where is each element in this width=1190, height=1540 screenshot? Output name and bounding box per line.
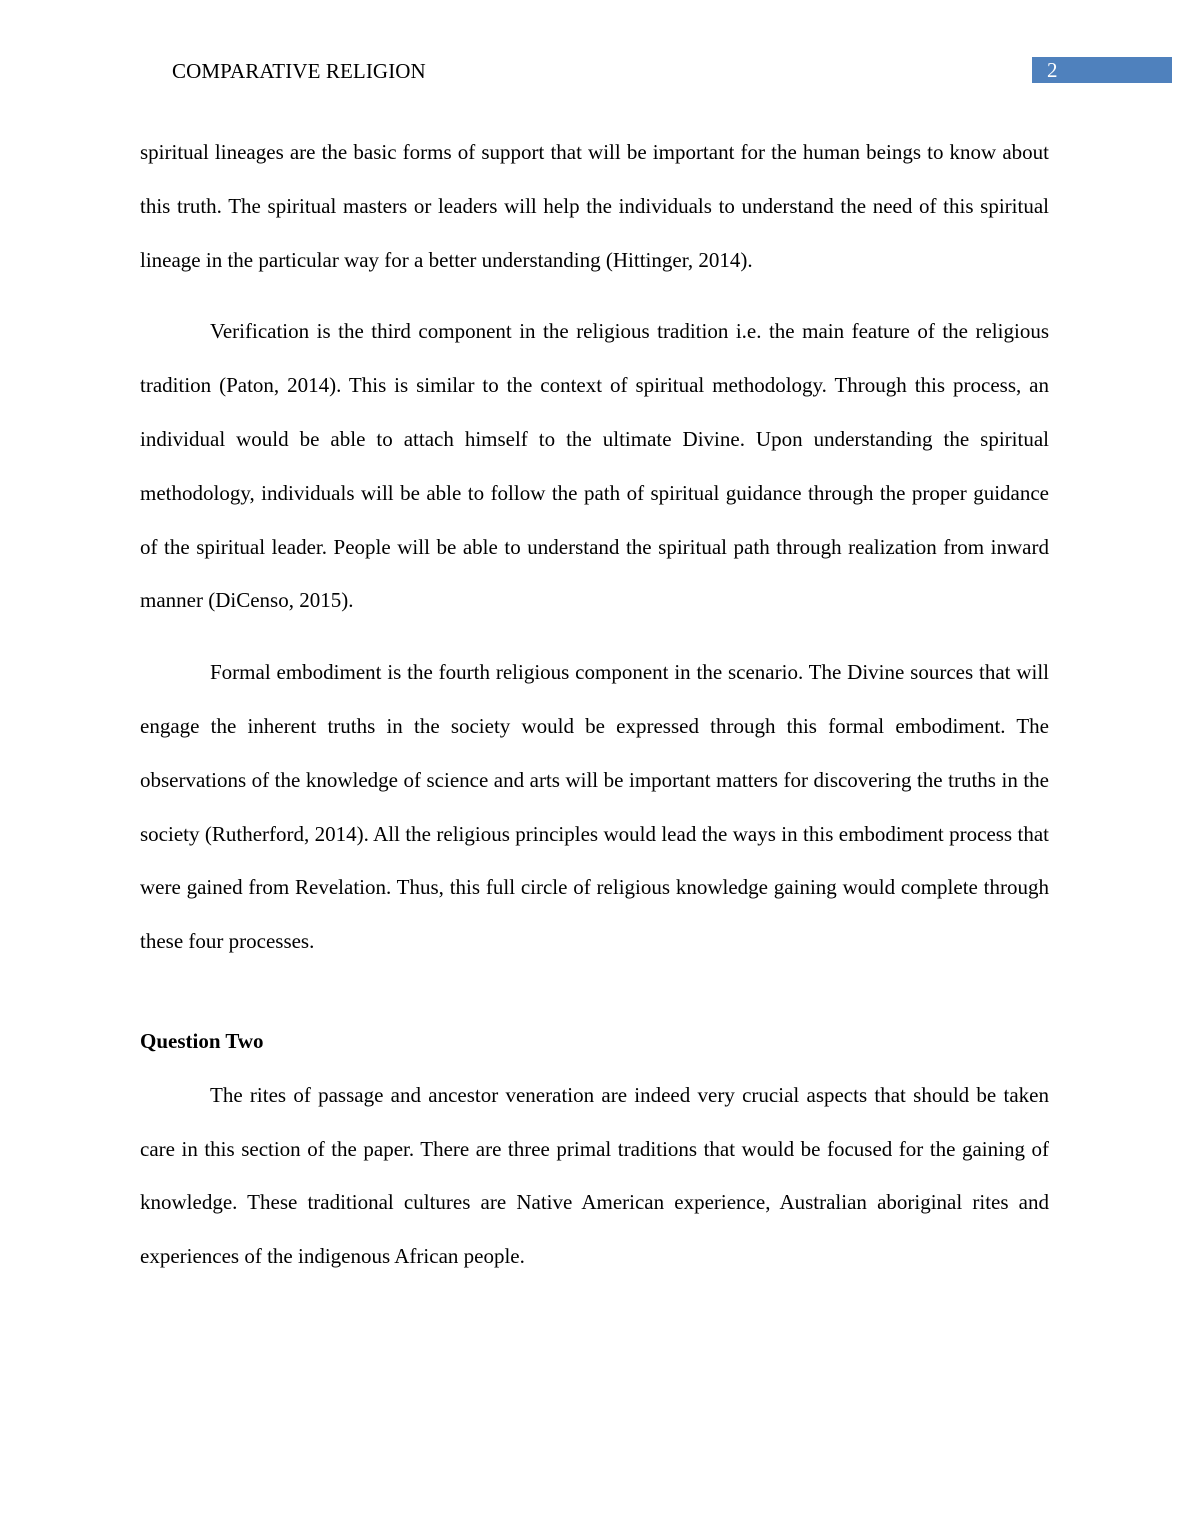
document-body bbox=[140, 126, 1049, 1302]
paragraph-verification: Verification is the third component in the religious tradition i.e. the main feature of the religious tradition (Paton, 2014). This is similar to the context of spiritual methodology. Through this process, an individual would be able to attach himself to the ultimate Divine. Upon understanding the spiritual methodology, individuals will be able to follow the path of spiritual guidance through the proper guidance of the spiritual leader. People will be able to understand the spiritual path through realization from inward manner (DiCenso, 2015). bbox=[140, 319, 1049, 613]
paragraph-continued: spiritual lineages are the basic forms of support that will be important for the human beings to know about this truth. The spiritual masters or leaders will help the individuals to understand the need of this spiritual lineage in the particular way for a better understanding (Hittinger, 2014). bbox=[140, 140, 1049, 272]
running-head: COMPARATIVE RELIGION bbox=[172, 59, 426, 83]
paragraph-question-two: The rites of passage and ancestor veneration are indeed very crucial aspects that should be taken care in this section of the paper. There are three primal traditions that would be focused for the gaining of knowledge. These traditional cultures are Native American experience, Australian aboriginal rites and experiences of the indigenous African people. bbox=[140, 1082, 1049, 1269]
paragraph-formal-embodiment: Formal embodiment is the fourth religious component in the scenario. The Divine sources that will engage the inherent truths in the society would be expressed through this formal embodiment. The observations of the knowledge of science and arts will be important matters for discovering the truths in the society (Rutherford, 2014). All the religious principles would lead the ways in this embodiment process that were gained from Revelation. Thus, this full circle of religious knowledge gaining would complete through these four processes. bbox=[140, 660, 1049, 954]
page-number-box bbox=[1032, 57, 1172, 83]
section-heading: Question Two bbox=[140, 1028, 264, 1053]
page-number: 2 bbox=[1047, 58, 1058, 82]
